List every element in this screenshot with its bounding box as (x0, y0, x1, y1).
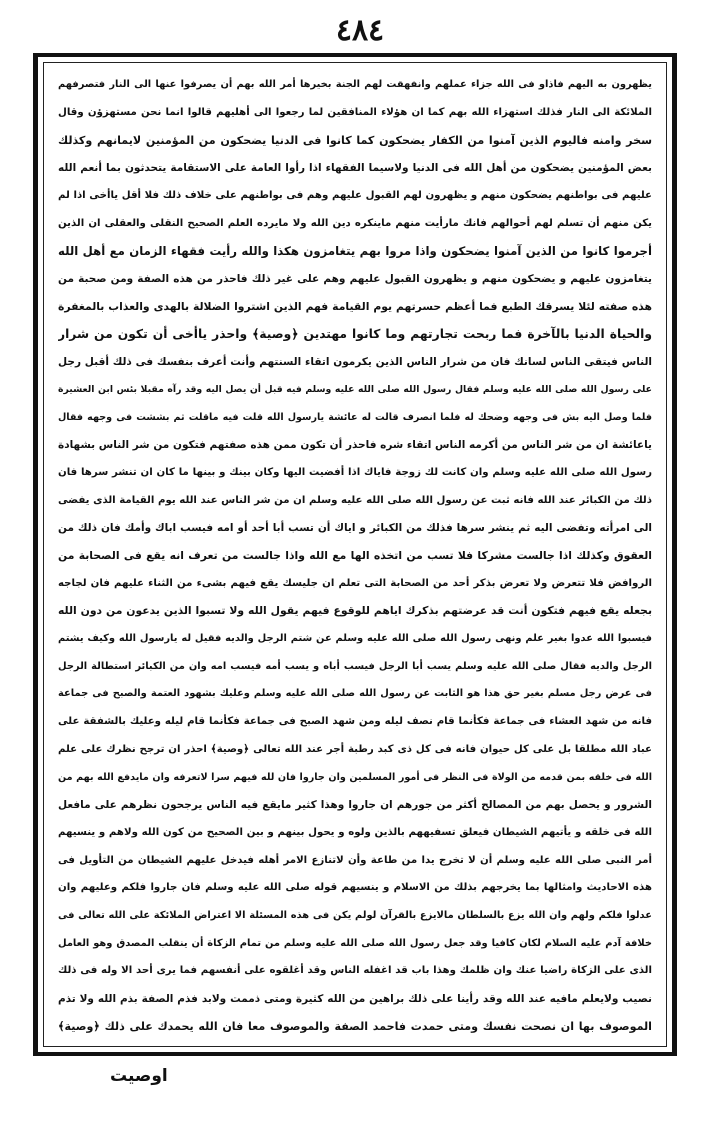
text-line-content: عليهم فى بواطنهم يضحكون منهم و يظهرون لهم القبول عليهم وهم فى بواطنهم على خلاف ذلك فلا أقل ياأخى اذا لم (58, 190, 652, 202)
text-line-content: الذى على الزكاة راضيا عنك وان ظلمك وهذا باب قد اغفله الناس وقد أغلقوه على أنفسهم فما يرى أحد الا وله فى ذلك (58, 965, 652, 977)
text-line-content: بعض المؤمنين يضحكون من أهل الله فى الدنيا ولاسيما الفقهاء اذا رأوا العامة على الاستقامة يتحدثون بما أنعم الله (58, 161, 652, 174)
text-line (58, 376, 652, 404)
catchword: اوصيت (110, 1066, 168, 1086)
text-line (58, 348, 652, 376)
text-line (58, 403, 652, 431)
text-line (58, 320, 652, 348)
text-line-content: الله فى خلقه بمن قدمه من الولاة فى النظر فى أمور المسلمين وان جاروا فان لله فيهم سرا لاتعرفه وان مايدفع الله بهم من (58, 771, 652, 783)
text-line (58, 542, 652, 570)
text-line-content: الموصوف بها ان نصحت نفسك ومتى حمدت فاحمد الصفة والموصوف معا فان الله يحمدك على ذلك ﴿وصية﴾ (58, 1019, 652, 1033)
text-line (58, 237, 652, 265)
text-line-content: العقوق وكذلك اذا جالست مشركا فلا تسب من اتخذه الها مع الله واذا جالست من تعرف انه يقع فى الصحابة من (58, 549, 652, 563)
text-line-content: يتغامزون عليهم و يضحكون منهم و يظهرون القبول عليهم وهم على غير ذلك فاحذر من هذه الصفة ومن صحبة من (58, 272, 652, 285)
text-line (58, 819, 652, 847)
text-line (58, 846, 652, 874)
text-line-content: فى عرض رجل مسلم بغير حق هذا هو الثابت عن رسول الله صلى الله عليه وسلم وعليك بشهود العتمة والصبح فى جماعة (58, 688, 652, 700)
text-line-content: الله فى خلقه و يأتيهم الشيطان فيعلق تسفيههم بالذين ولوه و يحول بينهم و بين الصحيح من كون الله ولاهم و ينسيهم (58, 826, 652, 838)
text-line (58, 652, 652, 680)
text-line (58, 736, 652, 764)
text-line (58, 182, 652, 210)
text-line (58, 1012, 652, 1040)
text-line (58, 763, 652, 791)
text-line-content: أجرموا كانوا من الذين آمنوا يضحكون واذا مروا بهم يتغامزون هكذا والله رأيت فقهاء الزمان مع أهل الله (58, 243, 652, 258)
text-line-content: أمر النبى صلى الله عليه وسلم أن لا تخرج يدا من طاعة وأن لاتنازع الامر أهله فيدخل عليهم الشيطان من التأويل فى (58, 854, 652, 866)
page-frame-inner-rule (43, 62, 667, 1047)
text-line-content: الملائكة الى النار فذلك استهزاء الله بهم كما ان هؤلاء المنافقين لما رجعوا الى أهليهم قالوا انما نحن مستهزؤن وقال (58, 107, 652, 119)
text-line-content: بجعله يقع فيهم فتكون أنت قد عرضتهم بذكرك اياهم للوقوع فيهم يقول الله ولا تسبوا الذين يدعون من دون الله (58, 604, 652, 618)
text-line (58, 957, 652, 985)
text-line-content: فلما وصل اليه بش فى وجهه وضحك له فلما انصرف قالت له عائشة يارسول الله قلت فيه ماقلت ثم بششت فى وجهه فقال (58, 411, 652, 423)
text-line-content: خلافة آدم عليه السلام لكان كافيا وقد جعل رسول الله صلى الله عليه وسلم من تمام الزكاة أن ينقلب المصدق وهو العامل (58, 937, 652, 949)
text-line-content: الى امرأته وتفضى اليه ثم ينشر سرها فذلك من الكبائر و اياك أن تسب أبا أحد أو امه فيسب اباك وأمك فان ذلك من (58, 521, 652, 534)
text-line (58, 431, 652, 459)
text-line (58, 680, 652, 708)
text-line-content: سخر وامنه فاليوم الذين آمنوا من الكفار يضحكون كما كانوا فى الدنيا يضحكون من المؤمنين لايمانهم وكذلك (58, 133, 652, 147)
text-line (58, 708, 652, 736)
text-line-content: الرجل والديه فقال صلى الله عليه وسلم يسب أبا الرجل فيسب أباه و يسب أمه فيسب امه وان من الكبائر استطالة الرجل (58, 660, 652, 672)
text-line (58, 791, 652, 819)
text-line (58, 514, 652, 542)
text-line (58, 126, 652, 154)
text-line (58, 597, 652, 625)
text-line-content: والحياة الدنيا بالآخرة فما ربحت تجارتهم وما كانوا مهتدين ﴿وصية﴾ واحذر ياأخى أن تكون من شرار (58, 327, 652, 342)
text-line (58, 486, 652, 514)
text-line-content: الشرور و يحصل بهم من المصالح أكثر من جورهم ان جاروا وهذا كثير مايقع فيه الناس يرجحون نظرهم على مافعل (58, 798, 652, 811)
text-line-content: فانه من شهد العشاء فى جماعة فكأنما قام نصف ليله ومن شهد الصبح فى جماعة فكأنما قام ليله وعليك بالشفقة على (58, 716, 652, 728)
text-line (58, 209, 652, 237)
text-line-content: رسول الله صلى الله عليه وسلم وان كانت لك زوجة فاياك اذا أفضيت اليها وكان بينك و بينها ما كان ان تنشر سرها فان (58, 466, 652, 478)
text-line (58, 929, 652, 957)
text-line-content: هذه صفته لئلا يسرقك الطبع فما أعظم حسرتهم يوم القيامة فهم الذين اشتروا الضلالة بالهدى والعذاب بالمغفرة (58, 299, 652, 313)
text-line-content: ذلك من الكبائر عند الله فانه ثبت عن رسول الله صلى الله عليه وسلم ان من شر الناس عند الله يوم القيامة الذى يفضى (58, 494, 652, 506)
text-line-content: الروافض فلا تتعرض ولا تعرض بذكر أحد من الصحابة التى تعلم ان جليسك يقع فيهم بشىء من الثناء عليهم فان لجاجه (58, 577, 652, 589)
text-line (58, 569, 652, 597)
text-body (58, 71, 652, 1040)
text-line-content: نصيب ولايعلم مافيه عند الله وقد رأينا على ذلك براهين من الله كثيرة ومتى ذممت ولابد فذم الصفة بذم الله ولا تذم (58, 992, 652, 1005)
text-line (58, 293, 652, 321)
text-line (58, 99, 652, 127)
text-line (58, 71, 652, 99)
page-number: ٤٨٤ (335, 13, 385, 48)
text-line-content: ياعائشة ان من شر الناس من أكرمه الناس اتقاء شره فاحذر أن تكون ممن هذه صفتهم فتكون من شر الناس بشهادة (58, 438, 652, 451)
text-line (58, 985, 652, 1013)
text-line (58, 874, 652, 902)
text-line-content: يكن منهم أن تسلم لهم أحوالهم فانك مارأيت منهم ماينكره دين الله ولا مايرده العلم الصحيح النقلى والعقلى ان الذين (58, 217, 652, 229)
text-line (58, 265, 652, 293)
text-line-content: على رسول الله صلى الله عليه وسلم فقال رسول الله صلى الله عليه وسلم فيه قبل أن يصل اليه وقد رآه مقبلا بئس ابن العشيرة (58, 383, 652, 395)
text-line-content: عدلوا فلكم ولهم وان الله يزع بالسلطان مالايزع بالقرآن لولم يكن فى هذه المسئلة الا اعتراض الملائكة على الله تعالى فى (58, 909, 652, 921)
text-line-content: هذه الاحاديث وامثالها بما يخرجهم بذلك من الاسلام و ينسيهم قوله صلى الله عليه وسلم فان جاروا فلكم وعليهم وان (58, 882, 652, 894)
text-line-content: عباد الله مطلقا بل على كل حيوان فانه فى كل ذى كبد رطبة أجر عند الله تعالى ﴿وصية﴾ احذر ان ترجح نظرك على علم (58, 743, 652, 755)
text-line (58, 459, 652, 487)
text-line (58, 154, 652, 182)
text-line-content: يظهرون به اليهم فاذاو فى الله جزاء عملهم وانفهقت لهم الجنة بخيرها أمر الله بهم أن يصرفوا عنها الى النار فتصرفهم (58, 79, 652, 91)
text-line-content: فيسبوا الله عدوا بغير علم ونهى رسول الله صلى الله عليه وسلم عن شتم الرجل والديه فقيل له يارسول الله وكيف يشتم (58, 633, 652, 645)
text-line (58, 902, 652, 930)
text-line (58, 625, 652, 653)
text-line-content: الناس فيتقى الناس لسانك فان من شرار الناس الذين يكرمون اتقاء السنتهم وأنت أعرف بنفسك فى ذلك أقبل رجل (58, 355, 652, 368)
page-frame (33, 53, 677, 1056)
